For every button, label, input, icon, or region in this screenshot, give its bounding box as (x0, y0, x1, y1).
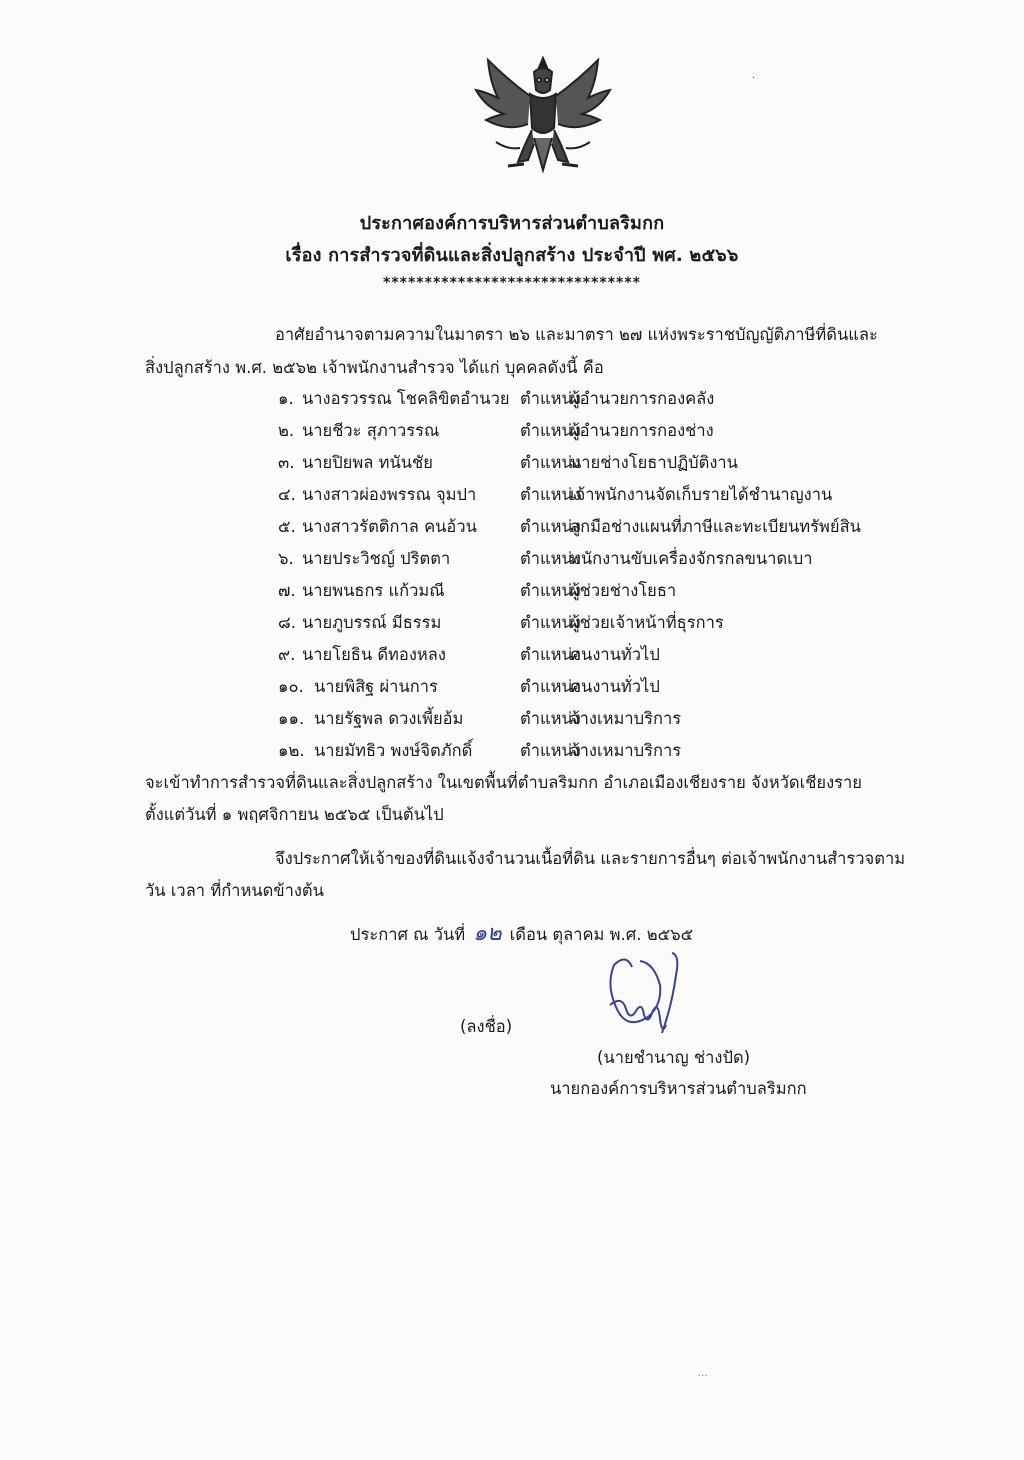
signer-title: นายกองค์การบริหารส่วนตำบลริมกก (550, 1079, 807, 1098)
staff-name: นางสาวผ่องพรรณ จุมปา (302, 485, 477, 504)
position-label: ตำแหน่ง (520, 613, 581, 632)
staff-position: พนักงานขับเครื่องจักรกลขนาดเบา (570, 549, 813, 568)
date-prefix: ประกาศ ณ วันที่ (350, 925, 466, 944)
position-label: ตำแหน่ง (520, 709, 581, 728)
staff-position: นายช่างโยธาปฏิบัติงาน (570, 453, 738, 472)
staff-name: นายภูบรรณ์ มีธรรม (302, 613, 442, 632)
garuda-emblem-icon (468, 50, 618, 180)
staff-name: นายพนธกร แก้วมณี (302, 581, 445, 600)
item-number: ๘. (278, 613, 296, 632)
item-number: ๑๒. (278, 741, 305, 760)
item-number: ๙. (278, 645, 296, 664)
position-label: ตำแหน่ง (520, 645, 581, 664)
star-divider: ******************************* (383, 275, 641, 291)
item-number: ๑๐. (278, 677, 304, 696)
staff-name: นายปิยพล ทนันชัย (302, 453, 433, 472)
item-number: ๑๑. (278, 709, 305, 728)
position-label: ตำแหน่ง (520, 453, 581, 472)
scope-line-1: จะเข้าทำการสำรวจที่ดินและสิ่งปลูกสร้าง ในเขตพื้นที่ตำบลริมกก อำเภอเมืองเชียงราย จังหวัดเชียงราย (145, 773, 862, 792)
staff-position: เจ้าพนักงานจัดเก็บรายได้ชำนาญงาน (570, 485, 833, 504)
staff-position: ผู้อำนวยการกองคลัง (570, 389, 715, 408)
item-number: ๗. (278, 581, 296, 600)
staff-position: จ้างเหมาบริการ (570, 741, 682, 760)
document-subject: เรื่อง การสำรวจที่ดินและสิ่งปลูกสร้าง ประจำปี พศ. ๒๕๖๖ (285, 245, 739, 266)
item-number: ๓. (278, 453, 295, 472)
handwritten-day: ๑๒ (473, 921, 502, 946)
item-number: ๔. (278, 485, 296, 504)
signature-label: (ลงชื่อ) (460, 1017, 513, 1036)
position-label: ตำแหน่ง (520, 421, 581, 440)
signer-name: (นายชำนาญ ช่างปัด) (597, 1048, 751, 1067)
staff-name: นายโยธิน ดีทองหลง (302, 645, 446, 664)
staff-position: ผู้ช่วยเจ้าหน้าที่ธุรการ (570, 613, 724, 632)
position-label: ตำแหน่ง (520, 517, 581, 536)
position-label: ตำแหน่ง (520, 677, 581, 696)
item-number: ๒. (278, 421, 295, 440)
notice-line-2: วัน เวลา ที่กำหนดข้างต้น (145, 881, 324, 900)
position-label: ตำแหน่ง (520, 485, 581, 504)
staff-name: นางสาวรัตติกาล คนอ้วน (302, 517, 477, 536)
position-label: ตำแหน่ง (520, 389, 581, 408)
staff-name: นายชีวะ สุภาวรรณ (302, 421, 440, 440)
bottom-mark: ... (698, 1368, 708, 1379)
staff-position: ลูกมือช่างแผนที่ภาษีและทะเบียนทรัพย์สิน (570, 517, 861, 536)
intro-line-2: สิ่งปลูกสร้าง พ.ศ. ๒๕๖๒ เจ้าพนักงานสำรวจ ได้แก่ บุคคลดังนี้ คือ (145, 358, 604, 377)
position-label: ตำแหน่ง (520, 581, 581, 600)
staff-name: นายมัทธิว พงษ์จิตภักดิ์ (314, 741, 473, 760)
item-number: ๑. (278, 389, 294, 408)
corner-dot: . (752, 70, 756, 81)
position-label: ตำแหน่ง (520, 741, 581, 760)
document-title: ประกาศองค์การบริหารส่วนตำบลริมกก (359, 213, 665, 234)
staff-name: นายรัฐพล ดวงเพี้ยอ้ม (314, 709, 464, 728)
staff-position: ผู้ช่วยช่างโยธา (570, 581, 677, 600)
item-number: ๕. (278, 517, 296, 536)
item-number: ๖. (278, 549, 294, 568)
notice-line-1: จึงประกาศให้เจ้าของที่ดินแจ้งจำนวนเนื้อที่ดิน และรายการอื่นๆ ต่อเจ้าพนักงานสำรวจตาม (275, 849, 906, 868)
staff-position: คนงานทั่วไป (570, 645, 660, 664)
intro-line-1: อาศัยอำนาจตามความในมาตรา ๒๖ และมาตรา ๒๗ แห่งพระราชบัญญัติภาษีที่ดินและ (275, 325, 878, 344)
staff-position: คนงานทั่วไป (570, 677, 660, 696)
signature-icon (592, 945, 692, 1050)
staff-position: ผู้อำนวยการกองช่าง (570, 421, 714, 440)
date-suffix: เดือน ตุลาคม พ.ศ. ๒๕๖๕ (509, 925, 694, 944)
staff-name: นายพิสิฐ ผ่านการ (314, 677, 438, 696)
staff-position: จ้างเหมาบริการ (570, 709, 682, 728)
scope-line-2: ตั้งแต่วันที่ ๑ พฤศจิกายน ๒๕๖๕ เป็นต้นไป (145, 805, 444, 824)
staff-name: นางอรวรรณ โชคลิขิตอำนวย (302, 389, 510, 408)
position-label: ตำแหน่ง (520, 549, 581, 568)
staff-name: นายประวิชญ์ ปริตตา (302, 549, 451, 568)
